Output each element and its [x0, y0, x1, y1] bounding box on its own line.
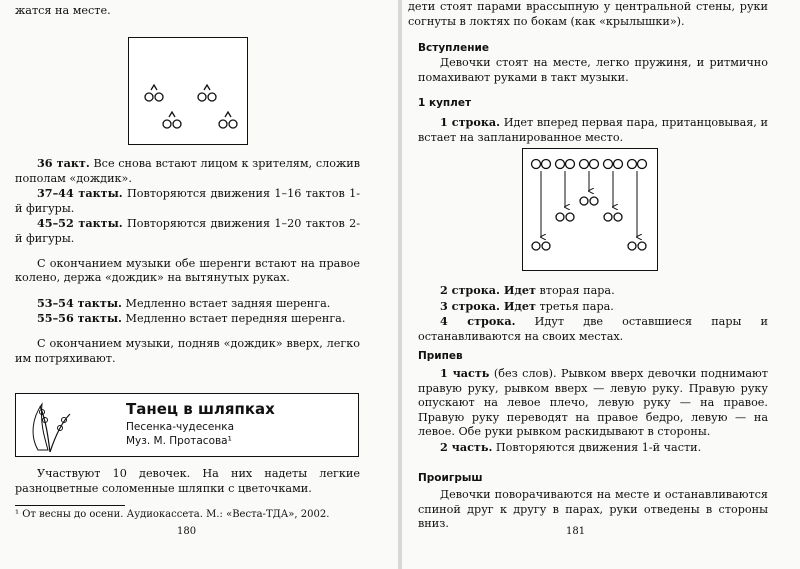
- lines-2-4: [418, 283, 768, 344]
- block-53-54: 53–54 такты. Медленно встает задняя шеренга.: [37, 295, 331, 310]
- start-row: [532, 160, 647, 169]
- footnote-rule: [15, 505, 125, 506]
- dance-title: Танец в шляпках: [126, 400, 275, 418]
- chorus-part-1: 1 часть (без слов). Рывком вверх девочки поднимают правую руку, рывком вверх — левую руку. Правую руку опускают на левое плечо, левую руку — на правое. Правую руку переводят на правое бедро, левую — на левое. Обе руки рывком раскидывают в стороны.: [418, 366, 768, 439]
- block-kneel: С окончанием музыки обе шеренги встают на правое колено, держа «дождик» на вытянутых руках.: [15, 256, 360, 285]
- heading-outro: Проигрыш: [418, 472, 483, 484]
- dance-subtitle: Песенка-чудесенка: [126, 421, 235, 433]
- chorus-part-2: 2 часть. Повторяются движения 1-й части.: [440, 439, 702, 454]
- dance-title-box: [15, 393, 359, 457]
- dancer-group-1: [145, 85, 163, 101]
- formation-diagram-right: [522, 148, 658, 271]
- dance-music-credit: Муз. М. Протасова¹: [126, 435, 232, 447]
- line-3: 3 строка. Идет третья пара.: [440, 298, 614, 313]
- outro-text: Девочки поворачиваются на месте и останавливаются спиной друг к другу в парах, руки отведены в стороны вниз.: [418, 488, 768, 531]
- left-top-fragment: жатся на месте.: [15, 4, 111, 17]
- block-37-44: 37–44 такты. Повторяются движения 1–16 тактов 1-й фигуры.: [15, 186, 360, 215]
- formation-diagram-right-svg: [523, 149, 657, 270]
- right-top-fragment: дети стоят парами врассыпную у центральной стены, руки согнуты в локтях по бокам (как «крылышки»).: [408, 0, 768, 28]
- line-2: 2 строка. Идет вторая пара.: [440, 283, 615, 297]
- chorus-text: [418, 366, 768, 456]
- block-45-52: 45–52 такты. Повторяются движения 1–20 тактов 2-й фигуры.: [15, 216, 360, 245]
- lily-of-the-valley-icon: [20, 396, 80, 454]
- formation-diagram-left-svg: [129, 38, 247, 144]
- right-page: [402, 0, 800, 569]
- heading-intro: Вступление: [418, 42, 489, 54]
- movement-arrows: [541, 171, 637, 237]
- final-positions: [532, 197, 646, 250]
- formation-diagram-left: [128, 37, 248, 145]
- block-finale: С окончанием музыки, подняв «дождик» вверх, легко им потряхивают.: [15, 336, 360, 365]
- dancer-group-2: [198, 85, 216, 101]
- left-text-blocks: [15, 156, 360, 366]
- footnote: ¹ От весны до осени. Аудиокассета. М.: «Веста-ТДА», 2002.: [15, 509, 330, 520]
- left-page: [0, 0, 398, 569]
- heading-verse-1: 1 куплет: [418, 97, 472, 109]
- dancer-group-4: [219, 112, 237, 128]
- intro-text: Девочки стоят на месте, легко пружиня, и ритмично помахивают руками в такт музыки.: [418, 56, 768, 84]
- dancer-group-3: [163, 112, 181, 128]
- heading-chorus: Припев: [418, 350, 463, 362]
- dance-intro: Участвуют 10 девочек. На них надеты легкие разноцветные соломенные шляпки с цветочками.: [15, 467, 360, 495]
- block-55-56: 55–56 такты. Медленно встает передняя шеренга.: [37, 311, 346, 326]
- page-number-left: 180: [177, 526, 197, 537]
- line-4: 4 строка. Идут две оставшиеся пары и останавливаются на своих местах.: [418, 314, 768, 343]
- page-number-right: 181: [566, 526, 586, 537]
- block-36: 36 такт. Все снова встают лицом к зрителям, сложив пополам «дождик».: [15, 156, 360, 185]
- line-1: 1 строка. Идет вперед первая пара, пританцовывая, и встает на запланированное место.: [418, 115, 768, 144]
